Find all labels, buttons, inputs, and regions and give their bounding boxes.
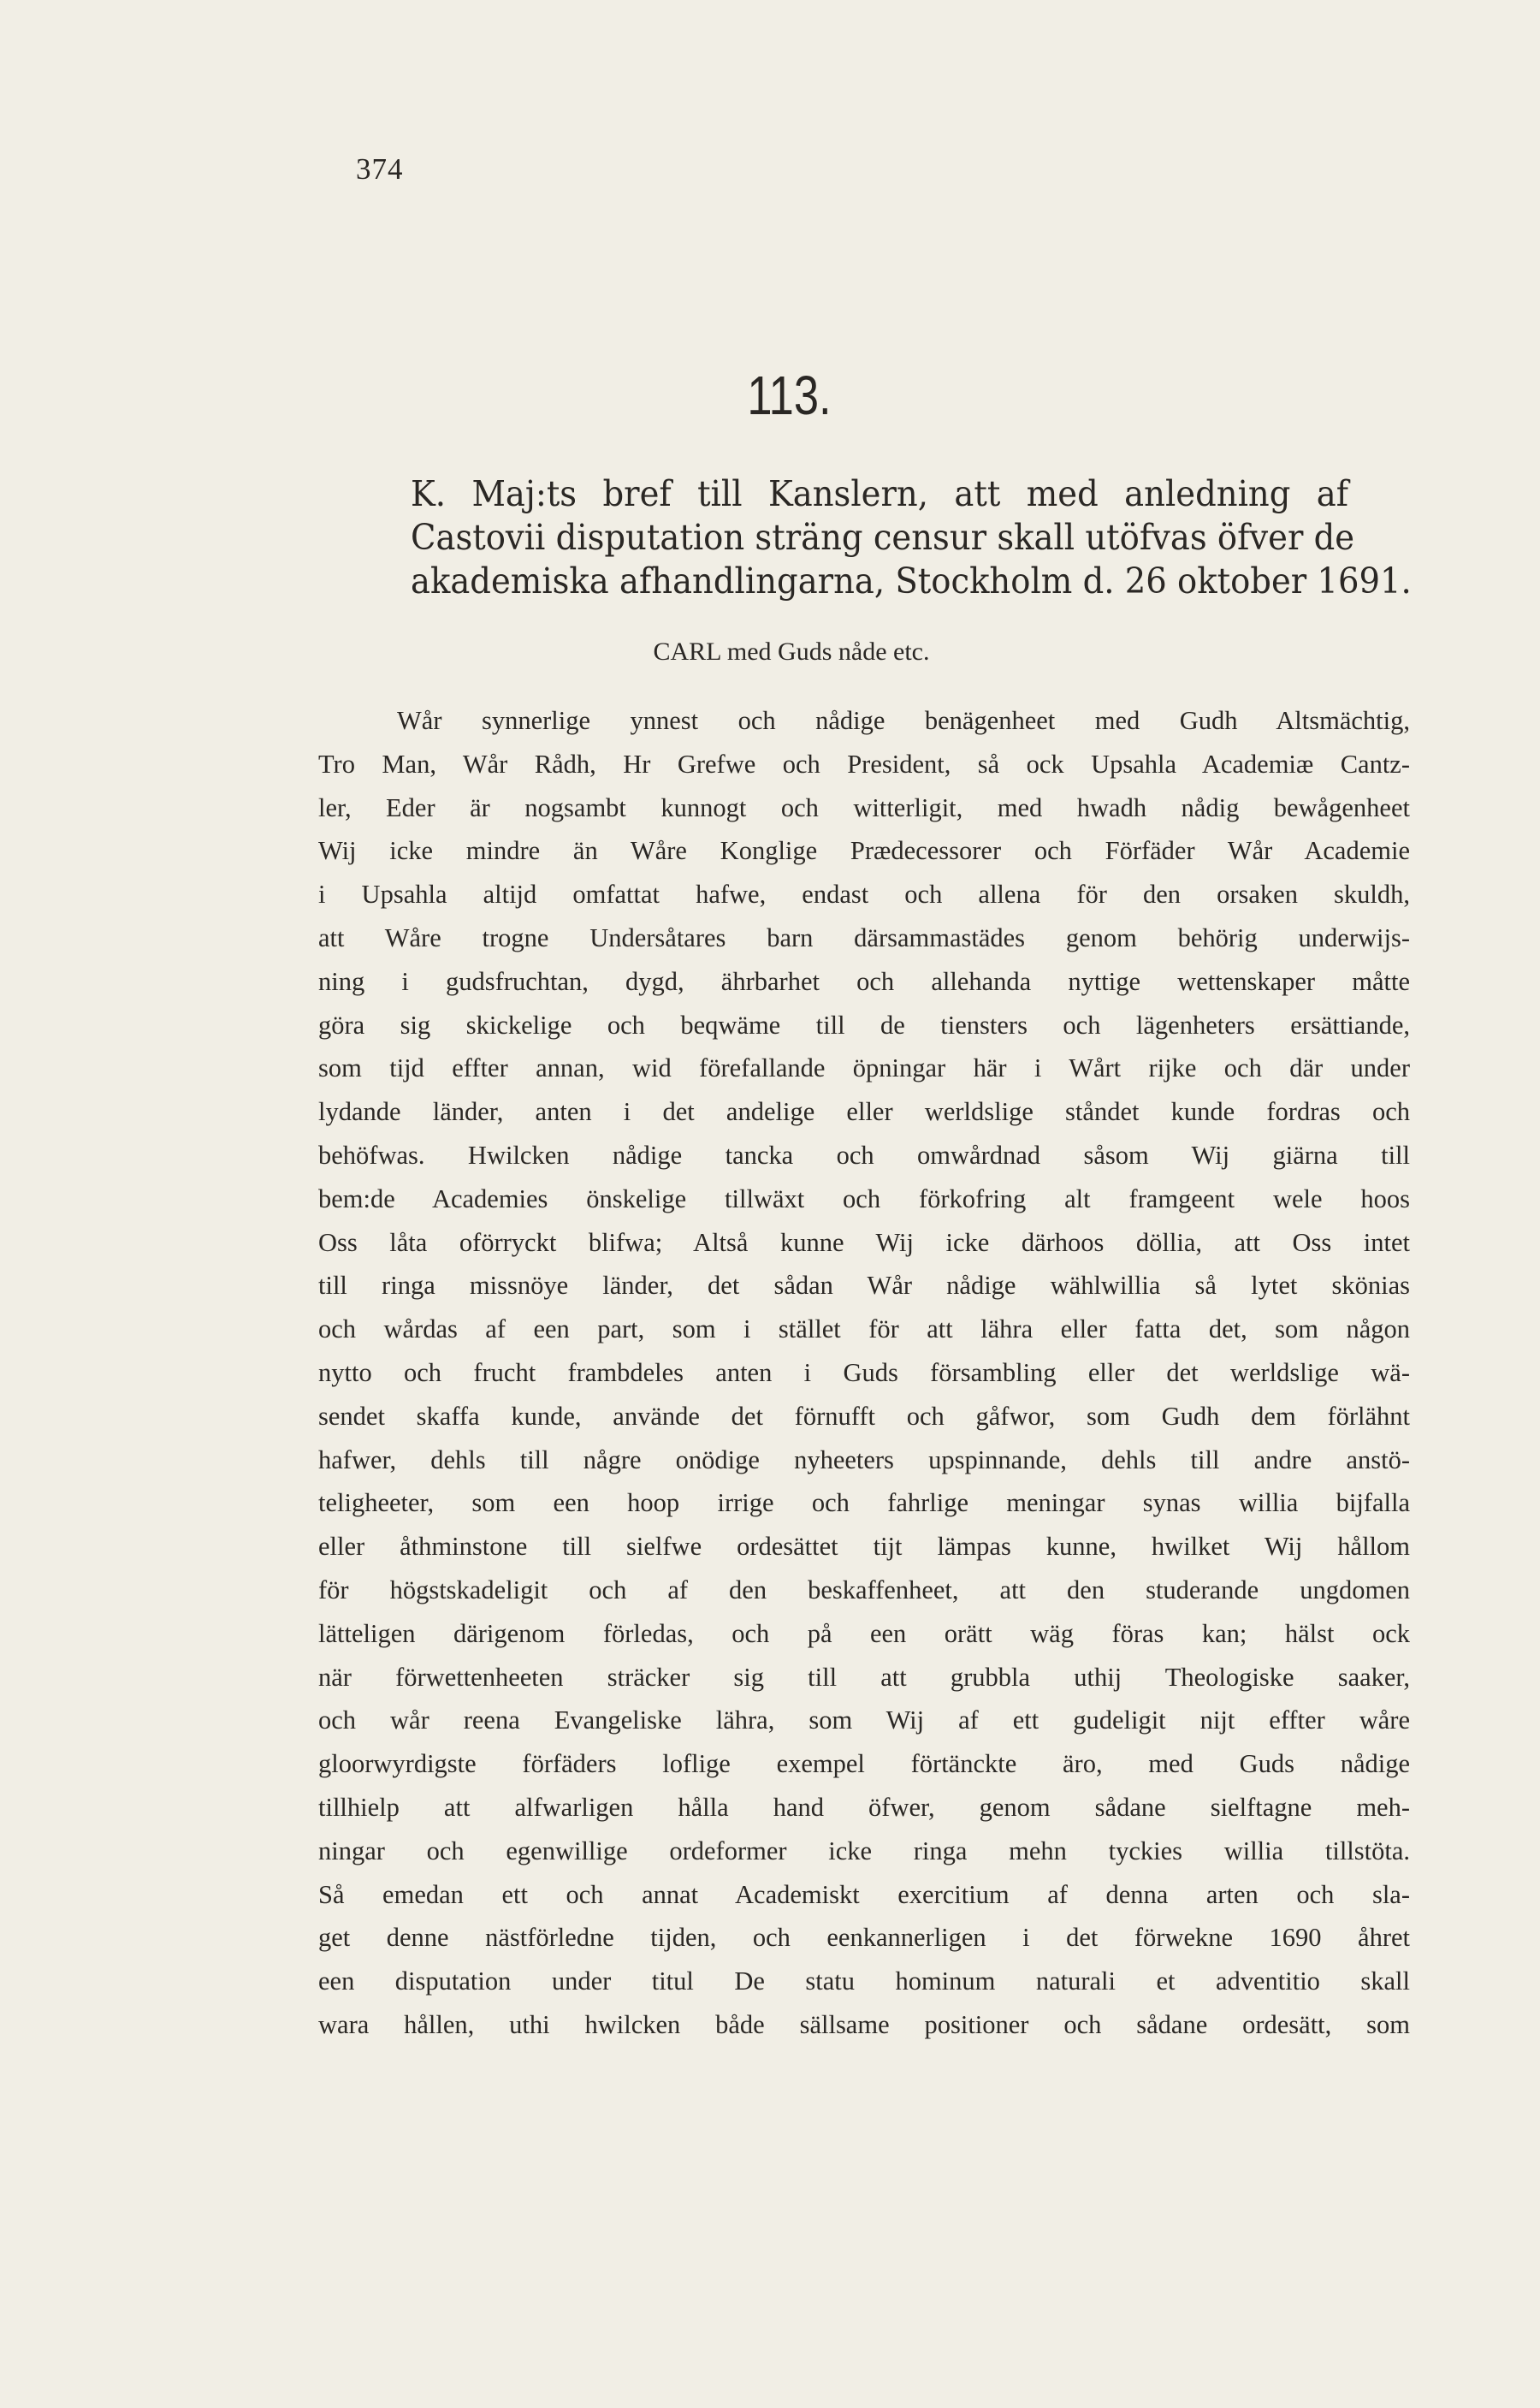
body-line: behöfwas. Hwilcken nådige tancka och omwårdnad såsom Wij giärna till	[318, 1140, 1410, 1170]
body-line: ningar och egenwillige ordeformer icke ringa mehn tyckies willia tillstöta.	[318, 1836, 1410, 1865]
body-line: teligheeter, som een hoop irrige och fahrlige meningar synas willia bijfalla	[318, 1488, 1410, 1518]
body-line: eller åthminstone till sielfwe ordesättet tijt lämpas kunne, hwilket Wij hållom	[318, 1532, 1410, 1562]
body-line: att Wåre trogne Undersåtares barn därsammastädes genom behörig underwijs-	[318, 922, 1410, 952]
heading-line: akademiska afhandlingarna, Stockholm d. 26 oktober 1691.	[411, 560, 1412, 602]
document-number: 113.	[747, 365, 832, 426]
body-line: göra sig skickelige och beqwäme till de tiensters och lägenheters ersättiande,	[318, 1010, 1410, 1040]
body-line: lätteligen därigenom förledas, och på een orätt wäg föras kan; hälst ock	[318, 1618, 1410, 1648]
body-line: sendet skaffa kunde, använde det förnufft och gåfwor, som Gudh dem förlähnt	[318, 1401, 1410, 1431]
page-number: 374	[356, 152, 404, 186]
body-line: lydande länder, anten i det andelige eller werldslige ståndet kunde fordras och	[318, 1097, 1410, 1127]
body-line: när förwettenheeten sträcker sig till att grubbla uthij Theologiske saaker,	[318, 1662, 1410, 1692]
body-line: Tro Man, Wår Rådh, Hr Grefwe och President, så ock Upsahla Academiæ Cantz-	[318, 749, 1410, 779]
body-text	[318, 699, 1410, 2047]
heading-line: Castovii disputation sträng censur skall utöfvas öfver de	[411, 517, 1355, 558]
body-line: gloorwyrdigste förfäders loflige exempel förtänckte äro, med Guds nådige	[318, 1749, 1410, 1779]
salutation: CARL med Guds nåde etc.	[653, 638, 930, 666]
body-line: get denne nästförledne tijden, och eenkannerligen i det förwekne 1690 åhret	[318, 1923, 1410, 1953]
body-line: Oss låta oförryckt blifwa; Altså kunne Wij icke därhoos döllia, att Oss intet	[318, 1227, 1410, 1257]
body-line: i Upsahla altijd omfattat hafwe, endast och allena för den orsaken skuldh,	[318, 880, 1410, 910]
body-line: bem:de Academies önskelige tillwäxt och förkofring alt framgeent wele hoos	[318, 1183, 1410, 1213]
body-line: hafwer, dehls till någre onödige nyheeters upspinnande, dehls till andre anstö-	[318, 1444, 1410, 1474]
body-line: ler, Eder är nogsambt kunnogt och witterligit, med hwadh nådig bewågenheet	[318, 792, 1410, 822]
body-line: och wårdas af een part, som i stället för att lähra eller fatta det, som någon	[318, 1314, 1410, 1344]
body-line: och wår reena Evangeliske lähra, som Wij af ett gudeligit nijt effter wåre	[318, 1705, 1410, 1735]
body-line: som tijd effter annan, wid förefallande öpningar här i Wårt rijke och där under	[318, 1053, 1410, 1083]
body-line: Wår synnerlige ynnest och nådige benägenheet med Gudh Altsmächtig,	[397, 706, 1410, 735]
body-line: för högstskadeligit och af den beskaffenheet, att den studerande ungdomen	[318, 1575, 1410, 1604]
body-line: een disputation under titul De statu hominum naturali et adventitio skall	[318, 1966, 1410, 1996]
body-line: Så emedan ett och annat Academiskt exercitium af denna arten och sla-	[318, 1879, 1410, 1909]
body-line: Wij icke mindre än Wåre Konglige Prædecessorer och Förfäder Wår Academie	[318, 836, 1410, 866]
body-line: wara hållen, uthi hwilcken både sällsame positioner och sådane ordesätt, som	[318, 2009, 1410, 2039]
body-line: nytto och frucht frambdeles anten i Guds försambling eller det werldslige wä-	[318, 1357, 1410, 1387]
heading-line: K. Maj:ts bref till Kanslern, att med anledning af	[411, 473, 1349, 514]
document-heading	[411, 472, 1412, 603]
body-line: ning i gudsfruchtan, dygd, ährbarhet och allehanda nyttige wettenskaper måtte	[318, 966, 1410, 996]
body-line: tillhielp att alfwarligen hålla hand öfwer, genom sådane sielftagne meh-	[318, 1792, 1410, 1822]
body-line: till ringa missnöye länder, det sådan Wår nådige wählwillia så lytet skönias	[318, 1271, 1410, 1301]
